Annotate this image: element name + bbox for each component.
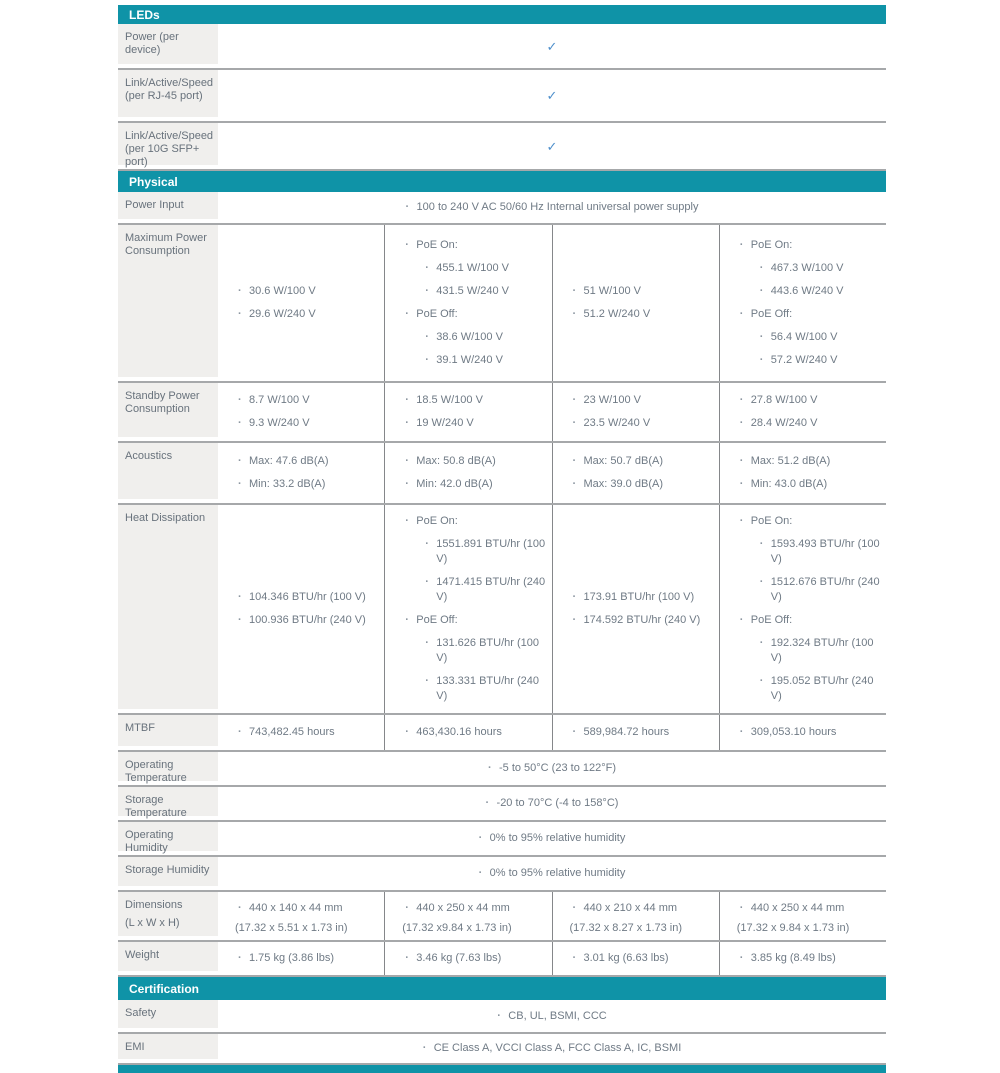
spec-value: · 192.324 BTU/hr (100 V) bbox=[722, 636, 884, 666]
spec-value: · 51.2 W/240 V bbox=[555, 307, 717, 322]
spec-row-storage-humidity bbox=[118, 857, 886, 892]
row-label: Standby Power Consumption bbox=[118, 383, 218, 441]
spec-row-dimensions bbox=[118, 892, 886, 942]
spec-value: · 440 x 250 x 44 mm bbox=[387, 901, 549, 916]
spec-row-mtbf bbox=[118, 715, 886, 752]
spec-value: · 1471.415 BTU/hr (240 V) bbox=[387, 575, 549, 605]
check-icon: ✓ bbox=[546, 38, 558, 54]
spec-value: · 3.46 kg (7.63 lbs) bbox=[387, 951, 549, 966]
cell-model2 bbox=[384, 715, 551, 750]
cell-model2 bbox=[384, 383, 551, 441]
spec-value: · 1.75 kg (3.86 lbs) bbox=[220, 951, 382, 966]
section-title: Physical bbox=[129, 174, 178, 189]
spec-value: · 30.6 W/100 V bbox=[220, 284, 382, 299]
spec-value: · PoE On: bbox=[387, 238, 549, 253]
cell-model3 bbox=[552, 715, 719, 750]
spec-value: · Max: 50.7 dB(A) bbox=[555, 454, 717, 469]
spec-value: · 100 to 240 V AC 50/60 Hz Internal universal power supply bbox=[406, 200, 699, 215]
spec-value: · 38.6 W/100 V bbox=[387, 330, 549, 345]
spec-value: · 51 W/100 V bbox=[555, 284, 717, 299]
section-title: LEDs bbox=[129, 7, 160, 22]
spec-value-inches: (17.32 x 8.27 x 1.73 in) bbox=[569, 922, 683, 934]
spec-value: · 440 x 250 x 44 mm bbox=[722, 901, 884, 916]
cell-model3 bbox=[552, 443, 719, 503]
spec-value: · 1551.891 BTU/hr (100 V) bbox=[387, 537, 549, 567]
spec-value: · CB, UL, BSMI, CCC bbox=[497, 1009, 606, 1024]
spec-row-safety bbox=[118, 1000, 886, 1034]
cell-model1 bbox=[218, 942, 384, 975]
spec-row-max-power bbox=[118, 225, 886, 383]
cell-model1 bbox=[218, 715, 384, 750]
spec-value: · 463,430.16 hours bbox=[387, 725, 549, 740]
spec-row-operating-temperature bbox=[118, 752, 886, 787]
spec-value: · 39.1 W/240 V bbox=[387, 353, 549, 368]
spec-value: · 440 x 210 x 44 mm bbox=[555, 901, 717, 916]
section-header-physical bbox=[118, 171, 886, 192]
cell-model1 bbox=[218, 505, 384, 713]
spec-value: · Max: 39.0 dB(A) bbox=[555, 477, 717, 492]
spec-value: · 743,482.45 hours bbox=[220, 725, 382, 740]
spec-value: · 100.936 BTU/hr (240 V) bbox=[220, 613, 382, 628]
spec-row-operating-humidity bbox=[118, 822, 886, 857]
spec-value: · 443.6 W/240 V bbox=[722, 284, 884, 299]
spec-value: · -20 to 70°C (-4 to 158°C) bbox=[486, 796, 619, 811]
cell-model4 bbox=[719, 715, 886, 750]
cell-model1 bbox=[218, 225, 384, 381]
spec-value: · 309,053.10 hours bbox=[722, 725, 884, 740]
spec-value: · 440 x 140 x 44 mm bbox=[220, 901, 382, 916]
spec-value: · 195.052 BTU/hr (240 V) bbox=[722, 674, 884, 704]
spec-value: · 3.01 kg (6.63 lbs) bbox=[555, 951, 717, 966]
spec-value-inches: (17.32 x 9.84 x 1.73 in) bbox=[736, 922, 850, 934]
spec-value: · Max: 51.2 dB(A) bbox=[722, 454, 884, 469]
row-label: Storage Humidity bbox=[118, 857, 218, 890]
cell-model3 bbox=[552, 505, 719, 713]
row-label: EMI bbox=[118, 1034, 218, 1063]
cell-model4 bbox=[719, 892, 886, 940]
spec-row-link-rj45-led bbox=[118, 70, 886, 123]
spec-value: · 0% to 95% relative humidity bbox=[479, 866, 626, 881]
spec-value: · PoE Off: bbox=[387, 613, 549, 628]
check-icon: ✓ bbox=[546, 138, 558, 154]
spec-value: · 133.331 BTU/hr (240 V) bbox=[387, 674, 549, 704]
spec-value: · Min: 42.0 dB(A) bbox=[387, 477, 549, 492]
spec-value: · Max: 47.6 dB(A) bbox=[220, 454, 382, 469]
spec-value: · 467.3 W/100 V bbox=[722, 261, 884, 276]
spec-row-heat-dissipation bbox=[118, 505, 886, 715]
spec-row-acoustics bbox=[118, 443, 886, 505]
row-label: Power (per device) bbox=[118, 24, 218, 68]
spec-value: · 3.85 kg (8.49 lbs) bbox=[722, 951, 884, 966]
row-label: Link/Active/Speed (per RJ-45 port) bbox=[118, 70, 218, 121]
spec-value: · PoE Off: bbox=[387, 307, 549, 322]
spec-row-power-led bbox=[118, 24, 886, 70]
row-label: Weight bbox=[118, 942, 218, 975]
cell-model4 bbox=[719, 225, 886, 381]
spec-value: · Min: 33.2 dB(A) bbox=[220, 477, 382, 492]
spec-value: · 29.6 W/240 V bbox=[220, 307, 382, 322]
spec-row-standby-power bbox=[118, 383, 886, 443]
spec-value: · 173.91 BTU/hr (100 V) bbox=[555, 590, 717, 605]
section-title: Certification bbox=[129, 981, 200, 996]
row-label: Maximum Power Consumption bbox=[118, 225, 218, 381]
spec-row-emi bbox=[118, 1034, 886, 1065]
row-label: Acoustics bbox=[118, 443, 218, 503]
spec-value: · 1593.493 BTU/hr (100 V) bbox=[722, 537, 884, 567]
spec-value: · 18.5 W/100 V bbox=[387, 393, 549, 408]
spec-value: · Max: 50.8 dB(A) bbox=[387, 454, 549, 469]
section-header-cutoff bbox=[118, 1065, 886, 1073]
cell-model3 bbox=[552, 892, 719, 940]
row-label: MTBF bbox=[118, 715, 218, 750]
spec-value: · 131.626 BTU/hr (100 V) bbox=[387, 636, 549, 666]
spec-value: · PoE Off: bbox=[722, 307, 884, 322]
spec-value: · -5 to 50°C (23 to 122°F) bbox=[488, 761, 616, 776]
spec-value: · PoE On: bbox=[387, 514, 549, 529]
cell-model3 bbox=[552, 225, 719, 381]
cell-model4 bbox=[719, 443, 886, 503]
cell-model2 bbox=[384, 892, 551, 940]
cell-model4 bbox=[719, 942, 886, 975]
row-label: Safety bbox=[118, 1000, 218, 1032]
cell-model3 bbox=[552, 942, 719, 975]
spec-value: · PoE On: bbox=[722, 238, 884, 253]
spec-value: · 174.592 BTU/hr (240 V) bbox=[555, 613, 717, 628]
cell-model2 bbox=[384, 225, 551, 381]
spec-value-inches: (17.32 x9.84 x 1.73 in) bbox=[402, 922, 512, 934]
spec-value: · 104.346 BTU/hr (100 V) bbox=[220, 590, 382, 605]
cell-model1 bbox=[218, 383, 384, 441]
section-header-certification bbox=[118, 977, 886, 1000]
cell-model4 bbox=[719, 505, 886, 713]
spec-table bbox=[118, 5, 886, 1073]
cell-model2 bbox=[384, 443, 551, 503]
row-label: Link/Active/Speed (per 10G SFP+ port) bbox=[118, 123, 218, 169]
spec-value: · Min: 43.0 dB(A) bbox=[722, 477, 884, 492]
spec-value: · 23 W/100 V bbox=[555, 393, 717, 408]
row-label: Storage Temperature bbox=[118, 787, 218, 820]
cell-model1 bbox=[218, 443, 384, 503]
spec-value-inches: (17.32 x 5.51 x 1.73 in) bbox=[235, 922, 348, 934]
spec-value: · 56.4 W/100 V bbox=[722, 330, 884, 345]
spec-value: · 28.4 W/240 V bbox=[722, 416, 884, 431]
spec-row-link-sfp-led bbox=[118, 123, 886, 171]
spec-value: · 9.3 W/240 V bbox=[220, 416, 382, 431]
spec-value: · 8.7 W/100 V bbox=[220, 393, 382, 408]
spec-row-storage-temperature bbox=[118, 787, 886, 822]
row-label: Dimensions (L x W x H) bbox=[118, 892, 218, 940]
spec-value: · 431.5 W/240 V bbox=[387, 284, 549, 299]
cell-model1 bbox=[218, 892, 384, 940]
cell-model2 bbox=[384, 942, 551, 975]
spec-value: · 27.8 W/100 V bbox=[722, 393, 884, 408]
spec-value: · 23.5 W/240 V bbox=[555, 416, 717, 431]
section-header-leds bbox=[118, 5, 886, 24]
spec-row-power-input bbox=[118, 192, 886, 225]
cell-model3 bbox=[552, 383, 719, 441]
row-label: Power Input bbox=[118, 192, 218, 223]
check-icon: ✓ bbox=[546, 88, 558, 103]
cell-model2 bbox=[384, 505, 551, 713]
spec-value: · 455.1 W/100 V bbox=[387, 261, 549, 276]
spec-row-weight bbox=[118, 942, 886, 977]
spec-value: · PoE Off: bbox=[722, 613, 884, 628]
spec-value: · CE Class A, VCCI Class A, FCC Class A, IC, BSMI bbox=[423, 1041, 682, 1056]
spec-value: · 589,984.72 hours bbox=[555, 725, 717, 740]
row-label: Operating Temperature bbox=[118, 752, 218, 785]
spec-value: · 19 W/240 V bbox=[387, 416, 549, 431]
row-label: Operating Humidity bbox=[118, 822, 218, 855]
cell-model4 bbox=[719, 383, 886, 441]
spec-value: · 57.2 W/240 V bbox=[722, 353, 884, 368]
spec-value: · 0% to 95% relative humidity bbox=[479, 831, 626, 846]
spec-value: · 1512.676 BTU/hr (240 V) bbox=[722, 575, 884, 605]
spec-value: · PoE On: bbox=[722, 514, 884, 529]
row-label: Heat Dissipation bbox=[118, 505, 218, 713]
